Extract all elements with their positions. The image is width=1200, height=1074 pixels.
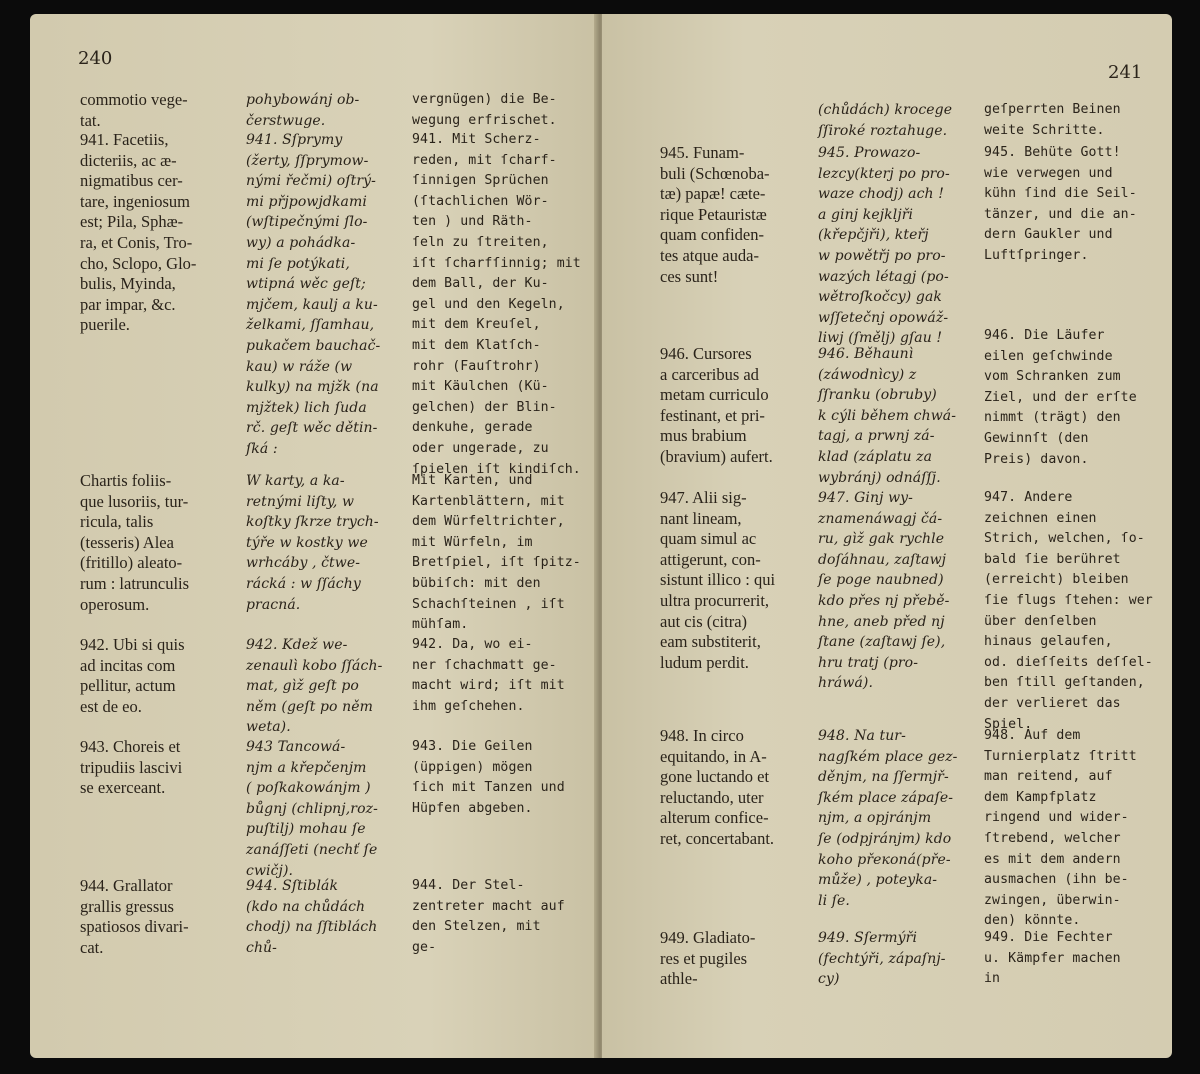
german-text: vergnügen) die Be- wegung erfrischet. (412, 92, 557, 128)
latin-text: 946. Cursores a carceribus ad metam curriculo festinant, et pri- mus brabium (bravium) aufert. (660, 344, 773, 466)
german-text: 944. Der Stel- zentreter macht auf den Stelzen, mit ge- (412, 878, 565, 955)
latin-text: 944. Grallator grallis gressus spatiosos divari- cat. (80, 876, 189, 957)
czech-text: 943 Tancowá- njm a křepčenjm ( poſkakowánjm ) bůgnj (chlipnj,roz- puſtilj) mohau ſe zanáſſeti (nechť ſe cwičj). (246, 739, 378, 879)
latin-text: 945. Funam- buli (Schœnoba- tæ) papæ! cæte- rique Petauristæ quam confiden- tes atque auda- ces sunt! (660, 143, 770, 286)
latin-text: Chartis foliis- que lusoriis, tur- ricula, talis (tesseris) Alea (fritillo) aleato- rum : latrunculis operosum. (80, 471, 190, 614)
latin-text: 941. Facetiis, dicteriis, ac æ- nigmatibus cer- tare, ingeniosum est; Pila, Sphæ- ra, et Conis, Tro- cho, Sclopo, Glo- bulis, Myinda, par impar, &c. puerile. (80, 130, 197, 335)
latin-text: commotio vege- tat. (80, 90, 188, 130)
latin-text: 948. In circo equitando, in A- gone luctando et reluctando, uter alterum confice- ret, concertabant. (660, 726, 775, 848)
german-text: 942. Da, wo ei- ner ſchachmatt ge- macht wird; iſt mit ihm geſchehen. (412, 637, 565, 714)
latin-text: 943. Choreis et tripudiis lascivi se exerceant. (80, 737, 183, 798)
german-text: 941. Mit Scherz- reden, mit ſcharf- ſinnigen Sprüchen (ſtachlichen Wör- ten ) und Räth- ſeln zu ſtreiten, iſt ſcharfſinnig; mit dem Ball, der Ku- gel und den Kegeln, mit dem Kreuſel, mit dem Klatſch- rohr (Fauſtrohr) mit Käulchen (Kü- gelchen) der Blin- denkuhe, gerade oder ungerade, zu ſpielen iſt kindiſch. (412, 132, 581, 477)
german-text: 949. Die Fechter u. Kämpfer machen in (984, 930, 1121, 987)
german-text: 946. Die Läufer eilen geſchwinde vom Schranken zum Ziel, und der erſte nimmt (trägt) den Gewinnſt (den Preis) davon. (984, 328, 1137, 467)
czech-text: (chůdách) krocege ſſiroké roztahuge. (818, 102, 953, 139)
czech-text: 944. Sſtiblák (kdo na chůdách chodj) na ſſtiblách chů- (246, 878, 378, 956)
german-text: 947. Andere zeichnen einen Strich, welchen, ſo- bald ſie berühret (erreicht) bleiben ſie flugs ſtehen: wer über denſelben hinaus gelaufen, od. dieſſeits deſſel- ben ſtill geſtanden, der verlieret das Spiel. (984, 490, 1153, 732)
german-text: geſperrten Beinen weite Schritte. (984, 102, 1121, 138)
latin-text: 942. Ubi si quis ad incitas com pellitur, actum est de eo. (80, 635, 185, 716)
czech-text: 942. Kdež we- zenaulì kobo ſſách- mat, gìž geſt po něm (geſt po něm weta). (246, 637, 383, 736)
czech-text: 949. Sſermýři (fechtýři, zápaſnj- cy) (818, 930, 946, 988)
latin-text: 949. Gladiato- res et pugiles athle- (660, 928, 756, 989)
page-number-left: 240 (78, 48, 113, 69)
czech-text: 948. Na tur- nagſkém place gez- děnjm, na ſſermjř- ſkém place zápaſe- njm, a opjránjm ſe (odpjránjm) kdo koho přeкoná(pře- může) , poteyka- li ſe. (818, 728, 958, 909)
czech-text: W karty, a ka- retnými liſty, w koſtky ſkrze trych- týře w kostky we wrhcáby , čtwe- rácká : w ſſáchy pracná. (246, 473, 379, 613)
german-text: 943. Die Geilen (üppigen) mögen ſich mit Tanzen und Hüpfen abgeben. (412, 739, 565, 816)
czech-text: 947. Ginj wy- znamenáwagj čá- ru, gìž gak rychle doſáhnau, zaſtawj ſe poge naubned) kdo přes nj přebě- hne, aneb před nj ſtane (zaſtawj ſe), hru tratj (pro- hráwá). (818, 490, 950, 692)
latin-text: 947. Alii sig- nant lineam, quam simul ac attigerunt, con- sistunt illico : qui ultra procurrerit, aut cis (citra) eam substiterit, ludum perdit. (660, 488, 776, 672)
german-text: 945. Behüte Gott! wie verwegen und kühn ſind die Seil- tänzer, und die an- dern Gaukler und Luftſpringer. (984, 145, 1137, 263)
czech-text: 946. Běhaunì (záwodnìcy) z ſſranku (obruby) k cýli během chwá- tagj, a prwnj zá- klad (záplatu za wybránj) odnáſſj. (818, 346, 957, 486)
german-text: Mit Karten, und Kartenblättern, mit dem Würfeltrichter, mit Würfeln, im Bretſpiel, iſt ſpitz- bübiſch: mit den Schachſteinen , iſt mühſam. (412, 473, 581, 633)
czech-text: 941. Sſprymy (žerty, ſſprymow- nými řečmi) oſtrý- mi přjpowjdkami (wſtipečnými ſlo- wy) a pohádka- mi ſe potýkati, wtipná wěc geſt; mjčem, kaulj a ku- želkami, ſſamhau, pukačem bauchač- kau) w ráže (w kulky) na mjžk (na mjžtek) lich ſuda rč. geſt wěc dětin- ſká : (246, 132, 381, 457)
czech-text: 945. Prowazo- lezcy(kterj po pro- waze chodj) ach ! a ginj kejklјři (křepčjři), kteřj w powětřj po pro- wazých létagj (po- wětroſkočcy) gak wſſetečnj opowáž- liwj (ſmělj) gſau ! (818, 145, 950, 347)
page-number-right: 241 (1108, 62, 1143, 83)
german-text: 948. Auf dem Turnierplatz ſtritt man reitend, auf dem Kampfplatz ringend und wider- ſtrebend, welcher es mit dem andern ausmachen (ihn be- zwingen, überwin- den) könnte. (984, 728, 1137, 929)
czech-text: pohybowánj ob- čerstwuge. (246, 92, 360, 129)
